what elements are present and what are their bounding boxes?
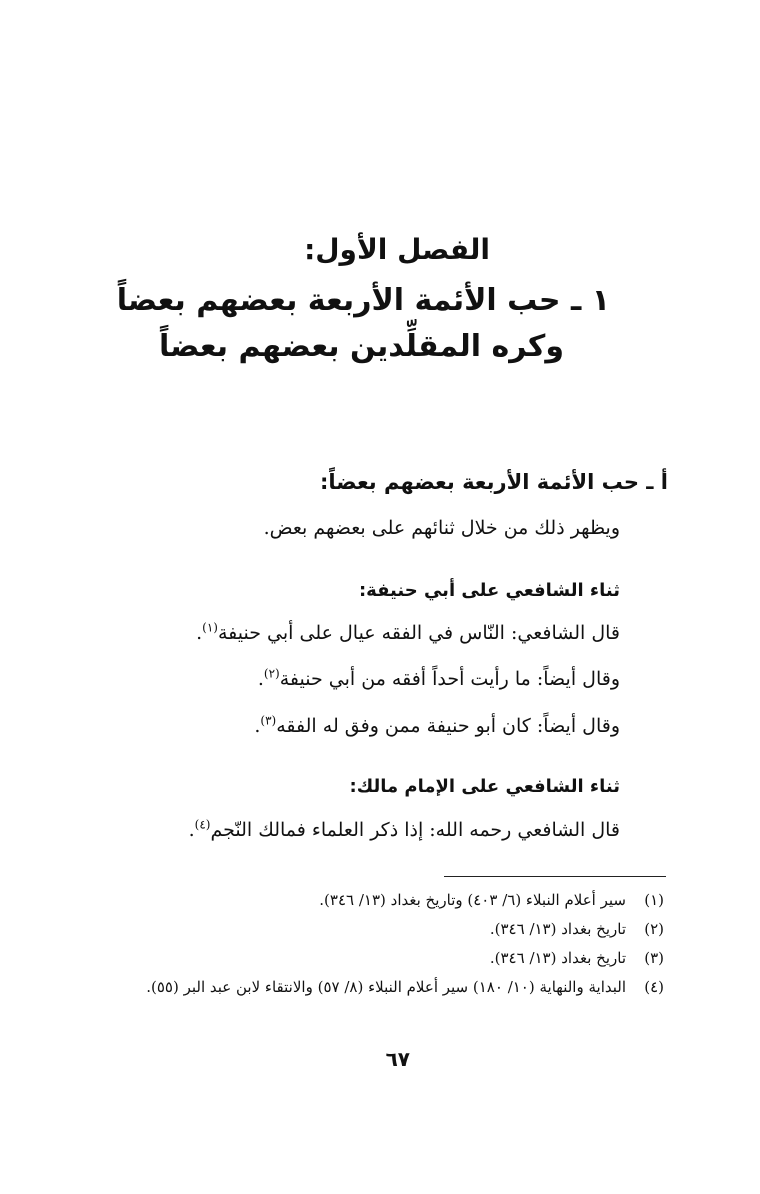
footnotes-list — [104, 886, 664, 1002]
footnote-item — [104, 973, 664, 1002]
quote-text: وقال أيضاً: كان أبو حنيفة ممن وفق له الفقه — [276, 715, 620, 737]
praise-malik-heading: ثناء الشافعي على الإمام مالك: — [349, 776, 620, 797]
quote-end-mark: . — [254, 715, 261, 737]
section-title-line-1: ١ ـ حب الأئمة الأربعة بعضهم بعضاً — [116, 283, 610, 318]
footnote-item — [104, 944, 664, 973]
footnote-item — [104, 915, 664, 944]
quote-end-mark: . — [196, 622, 203, 644]
footnote-divider — [444, 876, 666, 877]
footnote-number: (١) — [644, 891, 664, 909]
footnote-item — [104, 886, 664, 915]
footnote-text: سير أعلام النبلاء (٦/ ٤٠٣) وتاريخ بغداد (١٣/ ٣٤٦). — [319, 891, 626, 909]
section-title-line-2: وكره المقلِّدين بعضهم بعضاً — [159, 329, 564, 364]
quote-text: وقال أيضاً: ما رأيت أحداً أفقه من أبي حنيفة — [279, 668, 620, 690]
footnote-reference[interactable]: (٢) — [263, 666, 280, 681]
quote-line — [258, 668, 620, 690]
quote-end-mark: . — [188, 819, 195, 841]
quote-line — [196, 622, 620, 644]
quote-text: قال الشافعي: النّاس في الفقه عيال على أبي حنيفة — [217, 622, 620, 644]
chapter-heading: الفصل الأول: — [304, 233, 490, 266]
quote-line — [254, 715, 620, 737]
footnote-number: (٢) — [644, 920, 664, 938]
footnote-reference[interactable]: (٤) — [194, 817, 211, 832]
page-number: ٦٧ — [385, 1047, 410, 1071]
footnote-reference[interactable]: (١) — [202, 620, 218, 635]
praise-abi-hanifa-heading: ثناء الشافعي على أبي حنيفة: — [358, 580, 620, 601]
quote-text: قال الشافعي رحمه الله: إذا ذكر العلماء فمالك النّجم — [210, 819, 620, 841]
footnote-text: تاريخ بغداد (١٣/ ٣٤٦). — [489, 920, 626, 938]
footnote-number: (٤) — [644, 978, 664, 996]
quote-end-mark: . — [257, 668, 264, 690]
intro-paragraph: ويظهر ذلك من خلال ثنائهم على بعضهم بعض. — [263, 517, 620, 539]
footnote-text: تاريخ بغداد (١٣/ ٣٤٦). — [489, 949, 626, 967]
footnote-text: البداية والنهاية (١٠/ ١٨٠) سير أعلام النبلاء (٨/ ٥٧) والانتقاء لابن عبد البر (٥٥). — [146, 978, 626, 996]
footnote-reference[interactable]: (٣) — [260, 713, 277, 728]
quote-line — [189, 819, 620, 841]
footnote-number: (٣) — [644, 949, 664, 967]
subsection-heading: أ ـ حب الأئمة الأربعة بعضهم بعضاً: — [319, 470, 668, 494]
